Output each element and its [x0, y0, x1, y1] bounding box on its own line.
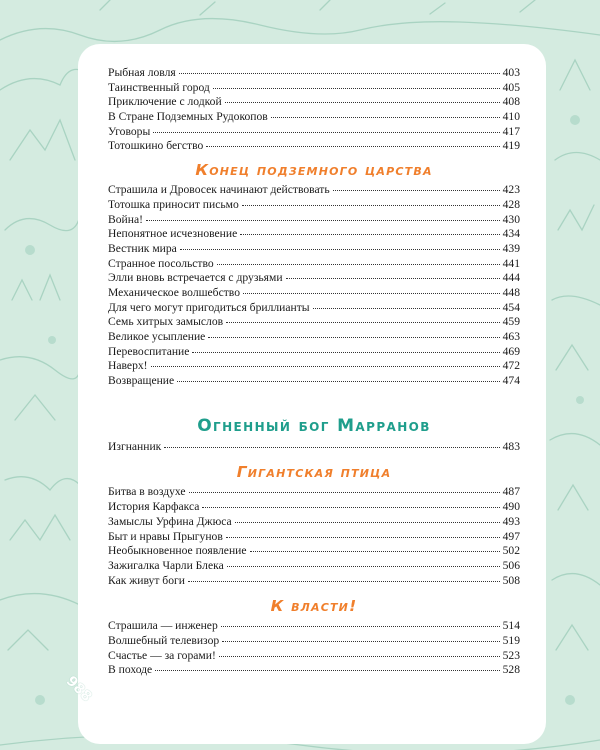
toc-top-list — [108, 66, 520, 154]
toc-entry[interactable]: Счастье — за горами! 523 — [108, 648, 520, 662]
toc-entry[interactable]: Изгнанник 483 — [108, 439, 520, 453]
toc-entry[interactable]: Уговоры 417 — [108, 124, 520, 138]
toc-entry[interactable]: Страшила — инженер 514 — [108, 619, 520, 633]
toc-entry[interactable]: Война! 430 — [108, 212, 520, 226]
toc-entry[interactable]: Вестник мира 439 — [108, 241, 520, 255]
toc-entry[interactable]: Тотошка приносит письмо 428 — [108, 197, 520, 211]
toc-entry[interactable]: Битва в воздухе 487 — [108, 485, 520, 499]
part-heading: Огненный бог Марранов — [197, 415, 431, 436]
toc-entry[interactable]: Таинственный город 405 — [108, 80, 520, 94]
toc-entry[interactable]: Механическое волшебство 448 — [108, 285, 520, 299]
toc-entry[interactable]: Тотошкино бегство 419 — [108, 139, 520, 153]
section-heading: Гигантская птица — [236, 463, 392, 482]
page-number: 988 — [62, 673, 95, 706]
section-heading: К власти! — [270, 597, 358, 616]
toc-entry[interactable]: Великое усыпление 463 — [108, 330, 520, 343]
toc-entry[interactable]: Элли вновь встречается с друзьями 444 — [108, 271, 520, 285]
toc-entry[interactable]: Странное посольство 441 — [108, 256, 520, 270]
section-heading: Конец подземного царства — [195, 161, 433, 180]
toc-entry[interactable]: В Стране Подземных Рудокопов 410 — [108, 110, 520, 124]
toc-entry[interactable]: Зажигалка Чарли Блека 506 — [108, 558, 520, 572]
toc-entry[interactable]: Как живут боги 508 — [108, 573, 520, 587]
toc-entry[interactable]: История Карфакса 490 — [108, 500, 520, 514]
section-list — [108, 619, 520, 678]
part-list — [108, 440, 520, 455]
section-list — [108, 183, 520, 389]
toc-entry[interactable]: Семь хитрых замыслов 459 — [108, 315, 520, 329]
table-of-contents — [108, 66, 520, 678]
section-list — [108, 485, 520, 588]
toc-entry[interactable]: Наверх! 472 — [108, 359, 520, 373]
toc-entry[interactable]: Для чего могут пригодиться бриллианты 454 — [108, 300, 520, 314]
toc-entry[interactable]: Рыбная ловля 403 — [108, 66, 520, 79]
toc-entry[interactable]: В походе 528 — [108, 663, 520, 677]
toc-entry[interactable]: Перевоспитание 469 — [108, 344, 520, 358]
toc-entry[interactable]: Волшебный телевизор 519 — [108, 633, 520, 647]
toc-entry[interactable]: Возвращение 474 — [108, 374, 520, 388]
toc-entry[interactable]: Страшила и Дровосек начинают действовать 423 — [108, 183, 520, 197]
toc-entry[interactable]: Быт и нравы Прыгунов 497 — [108, 529, 520, 543]
toc-entry[interactable]: Замыслы Урфина Джюса 493 — [108, 514, 520, 528]
toc-entry[interactable]: Непонятное исчезновение 434 — [108, 227, 520, 241]
toc-entry[interactable]: Приключение с лодкой 408 — [108, 95, 520, 109]
toc-entry[interactable]: Необыкновенное появление 502 — [108, 544, 520, 558]
